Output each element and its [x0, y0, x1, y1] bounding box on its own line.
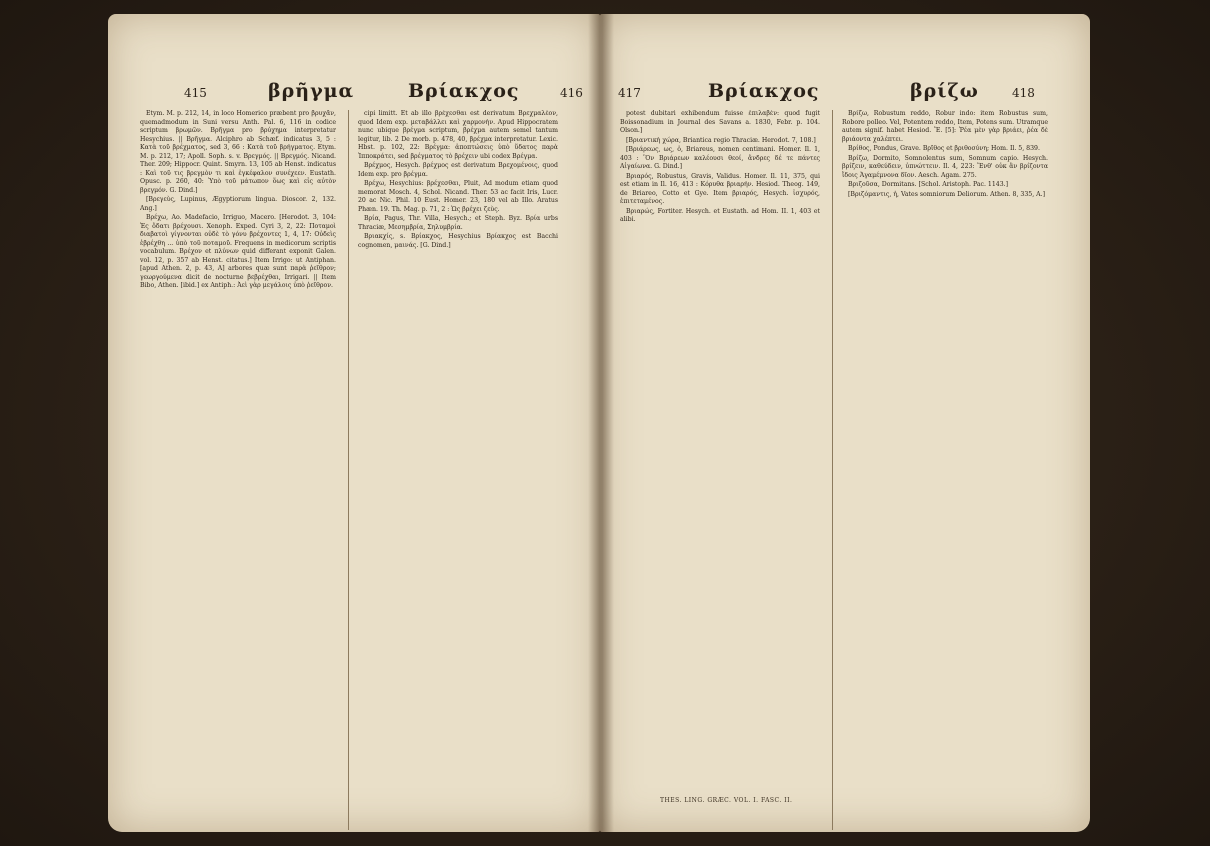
paragraph: Βριαρός, Robustus, Gravis, Validus. Homer. Il. 11, 375, qui est etiam in Il. 16, 413 : Κόρυθα βριαρήν. Hesiod. Theog. 149, de Briareo, Cotto et Gye. Item βριαρός, Hesych. ἰσχυρός, ἐπιτεταμένος. — [620, 172, 820, 205]
paragraph: Βριαρώς, Fortiter. Hesych. et Eustath. ad Hom. II. 1, 403 et alibi. — [620, 207, 820, 223]
left-headword-a: βρῆγμα — [268, 80, 355, 102]
paragraph: Βρέχω, Hesychius: βρέχεσθαι, Pluit, Ad modum etiam quod memorat Mosch. 4, Schol. Nicand. Ther. 53 ac facit Iris, Lucr. 20 ac Nic. Phil. 10 Eust. Homer. 23, 180 vel ab Illo. Aratus Phæn. 19. Th. Mag. p. 71, 2 : Ὡς βρέχει ζεὺς. — [358, 180, 558, 213]
right-column-1 — [620, 110, 820, 830]
paragraph: Βρέχμος, Hesych. βρέχμος est derivatum Βρεχομένοις, quod Idem exp. pro βρέγμα. — [358, 162, 558, 178]
column-rule — [832, 110, 833, 830]
paragraph: Βρίζω, Dormito, Somnolentus sum, Somnum capio. Hesych. βρίζειν, καθεύδειν, ὑπνώττειν. Il. 4, 223: Ἔνθ' οὐκ ἂν βρίζοντα ἴδοις Ἀγαμέμνονα δῖον. Aesch. Agam. 275. — [842, 154, 1048, 179]
left-page-number-a: 415 — [184, 86, 207, 100]
left-page-number-b: 416 — [560, 86, 583, 100]
paragraph: Βρέχω, Ao. Madefacio, Irriguo, Macero. [Herodot. 3, 104: Ἐς ὅδατι βρέχουσι. Xenoph. Exped. Cyri 3, 2, 22: Ποταμοὶ διαβατοὶ γίγνονται οὐδὲ τὸ γόνυ βρέχοντες 1, 4, 17: Οὐδεὶς ἐβρέχθη ... ὑπὸ τοῦ ποταμοῦ. Frequens in medicorum scriptis vocabulum. Βρέχον et πλύνων quid differant exponit Galen. vol. 12, p. 357 ab Henst. citatus.] Item Irrigo: ut Antiphan. [apud Athen. 2, p. 43, A] arbores quæ sunt παρὰ ῥεῖθρον; γεωργούμενα dicit de nocturne βεβρέχθαι, Irrigari. || Item Bibo, Athen. [ibid.] ex Antiph.: Ἀεὶ γὰρ μεγάλοις ὑπὸ ῥεῖθρον. — [140, 214, 336, 289]
paragraph: Βρίθος, Pondus, Grave. Βρῖθος et βριθοσύνη; Hom. Il. 5, 839. — [848, 145, 1040, 152]
right-headword-b: βρίζω — [910, 80, 979, 102]
paragraph: [Βριάρεως, ως, ὁ, Briareus, nomen centimani. Homer. Il. 1, 403 : Ὃν Βριάρεων καλέουσι θεοί, ἄνδρες δέ τε πάντες Αἰγαίωνα. G. Dind.] — [620, 146, 820, 170]
left-column-1 — [140, 110, 336, 830]
paragraph: cipi limitt. Et ab illo βρέχεσθαι est derivatum Βρεχμαλέον, quod Idem exp. μεταβάλλει καὶ χαρμονὴν. Apud Hippocratem nunc ubique βρέγμα scriptum, βρέχμα autem semel tantum legitur, lib. 2 De morb. p. 478, 40, βρέχμα interpretatur. Lexic. Hbst. p. 102, 22: Βρέγμα: ἀποπτώσεις ὑπὸ ὕδατος παρὰ Ἱπποκράτει, sed βρέγματος τὸ βρέχειν ubi codex Βρέγμα. — [358, 110, 558, 160]
left-headword-b: Βρίακχος — [408, 80, 520, 102]
paragraph: Βρίζω, Robustum reddo, Robur indo: item Robustus sum, Robore polleo. Vel, Potentem reddo, Item, Potens sum. Utramque autem signif. habet Hesiod. Ἔ. [5]: Ῥέα μὲν γὰρ βριάει, ῥέα δὲ βριάοντα χαλέπτει. — [842, 110, 1048, 143]
paragraph: Βριακχίς, s. Βρίακχος, Hesychius Βρίακχος est Bacchi cognomen, μαινάς. [G. Dind.] — [358, 233, 558, 249]
paragraph: Etym. M. p. 212, 14, in loco Homerico præbent pro βρυχᾶν, quemadmodum in Suni versu Anth. Pal. 6, 116 in codice scriptum βρωμῶν. Βρῆγμα pro βρύχημα interpretatur Hesychius. || Βρῆγμα. Alciphro ab Schæf. indicatus 3, 5 : Κατὰ τοῦ βρέχματος, sed 3, 66 : Κατὰ τοῦ βρήγματος. Etym. M. p. 212, 17; Apoll. Soph. s. v. Βρεγμός. || Βρεγμός. Nicand. Ther. 209; Hippocr. Quint. Smyrn. 13, 105 ab Henst. indicatus : Καὶ τοῦ τις βρεγμὸν τι καὶ ἐγκέφαλον συνέχεεν. Eustath. Opusc. p. 260, 40: Ὑπὸ τοῦ μάτωπον ὅως καὶ εἰς αὐτὸν βρεγμόν. G. Dind.] — [140, 110, 336, 194]
paragraph: [Βριαντικὴ χώρα, Briantica regio Thraciæ. Herodot. 7, 108.] — [626, 136, 816, 144]
paragraph: [Βρεγεὺς, Lupinus, Ægyptiorum lingua. Dioscor. 2, 132. Ang.] — [140, 196, 336, 212]
paragraph: Βριζοῦσα, Dormitans. [Schol. Aristoph. Pac. 1143.] — [848, 181, 1009, 188]
right-column-2 — [842, 110, 1048, 830]
right-headword-a: Βρίακχος — [708, 80, 820, 102]
column-rule — [348, 110, 349, 830]
right-page-number-b: 418 — [1012, 86, 1035, 100]
paragraph: Βρία, Pagus, Thr. Villa, Hesych.; et Steph. Byz. Βρία urbs Thraciæ, Μεσημβρία, Σηλυμβρία. — [358, 215, 558, 231]
right-page — [600, 14, 1090, 832]
paragraph: [Βριζόμαντις, ἡ, Vates somniorum Deliorum. Athen. 8, 335, A.] — [848, 190, 1045, 198]
signature-footer: THES. LING. GRÆC. VOL. I. FASC. II. — [660, 797, 793, 804]
left-page — [108, 14, 600, 832]
left-page-header — [108, 80, 600, 104]
right-page-number-a: 417 — [618, 86, 641, 100]
paragraph: potest dubitari exhibendum fuisse ἐπιλαβὲν: quod fugit Boissonadium in Journal des Savans a. 1830, Febr. p. 104. Olson.] — [620, 110, 820, 134]
right-page-header — [600, 80, 1090, 104]
left-column-2 — [358, 110, 558, 830]
